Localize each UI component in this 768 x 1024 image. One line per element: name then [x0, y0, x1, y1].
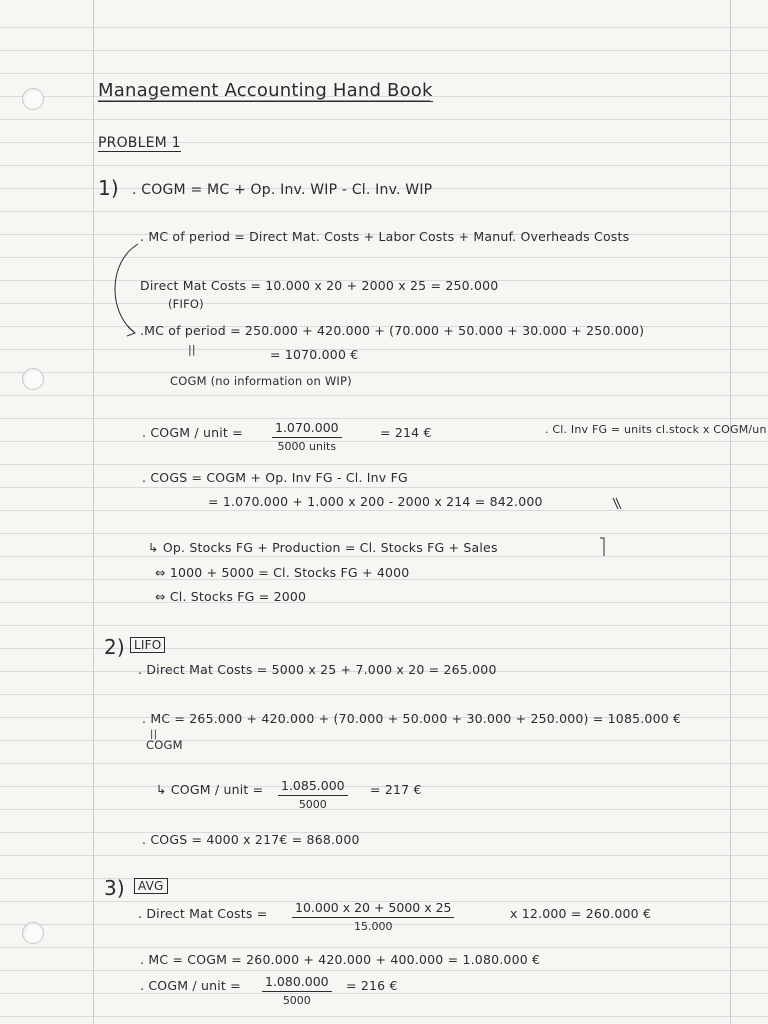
mc-cogm-avg: . MC = COGM = 260.000 + 420.000 + 400.000 = 1.080.000 €: [140, 952, 541, 967]
bracket-arrow-head: [127, 327, 135, 336]
sales-bracket-mark: [600, 538, 604, 556]
section-2-number: 2): [104, 635, 125, 659]
cogm-unit-denominator-3: 5000: [282, 994, 311, 1007]
avg-method-box: AVG: [134, 878, 168, 894]
ditto-mark-2: ||: [150, 729, 158, 740]
ditto-mark-1: ||: [188, 343, 196, 356]
direct-mat-costs-lifo: . Direct Mat Costs = 5000 x 25 + 7.000 x 20 = 265.000: [138, 662, 497, 677]
mc-lifo-calculation: . MC = 265.000 + 420.000 + (70.000 + 50.000 + 30.000 + 250.000) = 1085.000 €: [142, 711, 682, 726]
stocks-equation: ↳ Op. Stocks FG + Production = Cl. Stocks FG + Sales: [148, 540, 498, 555]
fifo-label: (FIFO): [168, 297, 204, 311]
cogm-label-lifo: COGM: [146, 738, 183, 752]
dmc-avg-result: x 12.000 = 260.000 €: [510, 906, 652, 921]
problem-heading: PROBLEM 1: [98, 135, 181, 151]
cl-inv-fg-note: . Cl. Inv FG = units cl.stock x COGM/un: [545, 423, 767, 436]
mc-period-formula: . MC of period = Direct Mat. Costs + Labor Costs + Manuf. Overheads Costs: [140, 229, 630, 244]
stocks-substitution: ⇔ 1000 + 5000 = Cl. Stocks FG + 4000: [155, 565, 410, 580]
closing-stocks-result: ⇔ Cl. Stocks FG = 2000: [155, 589, 307, 604]
dmc-avg-numerator: 10.000 x 20 + 5000 x 25: [292, 900, 454, 918]
cogm-unit-result-2: = 217 €: [370, 782, 422, 797]
cogm-unit-numerator-3: 1.080.000: [262, 974, 332, 992]
cogs-calculation-1: = 1.070.000 + 1.000 x 200 - 2000 x 214 = 842.000: [208, 494, 543, 509]
dmc-avg-label: . Direct Mat Costs =: [138, 906, 268, 921]
dmc-avg-denominator: 15.000: [353, 920, 393, 933]
mc-period-values: .MC of period = 250.000 + 420.000 + (70.000 + 50.000 + 30.000 + 250.000): [140, 323, 645, 338]
lifo-method-box: LIFO: [130, 637, 165, 653]
cogm-unit-numerator-1: 1.070.000: [272, 420, 342, 438]
section-1-number: 1): [98, 176, 119, 200]
cogm-no-wip-note: COGM (no information on WIP): [170, 374, 352, 388]
cogm-unit-denominator-1: 5000 units: [277, 440, 337, 453]
cogs-lifo: . COGS = 4000 x 217€ = 868.000: [142, 832, 360, 847]
page-title: Management Accounting Hand Book: [98, 80, 433, 101]
cogm-unit-label-3: . COGM / unit =: [140, 978, 241, 993]
cogm-formula: . COGM = MC + Op. Inv. WIP - Cl. Inv. WIP: [132, 182, 433, 198]
bracket-arrow-stroke: [115, 244, 138, 332]
section-3-number: 3): [104, 876, 125, 900]
mc-period-total: = 1070.000 €: [270, 347, 359, 362]
direct-mat-costs-fifo: Direct Mat Costs = 10.000 x 20 + 2000 x 25 = 250.000: [140, 278, 499, 293]
cogm-unit-label-2: ↳ COGM / unit =: [156, 782, 264, 797]
cogm-unit-numerator-2: 1.085.000: [278, 778, 348, 796]
cogm-unit-result-1: = 214 €: [380, 425, 432, 440]
double-underline-mark: [613, 498, 621, 509]
cogm-unit-result-3: = 216 €: [346, 978, 398, 993]
cogm-unit-label-1: . COGM / unit =: [142, 425, 243, 440]
cogs-formula-1: . COGS = COGM + Op. Inv FG - Cl. Inv FG: [142, 470, 408, 485]
cogm-unit-denominator-2: 5000: [298, 798, 327, 811]
